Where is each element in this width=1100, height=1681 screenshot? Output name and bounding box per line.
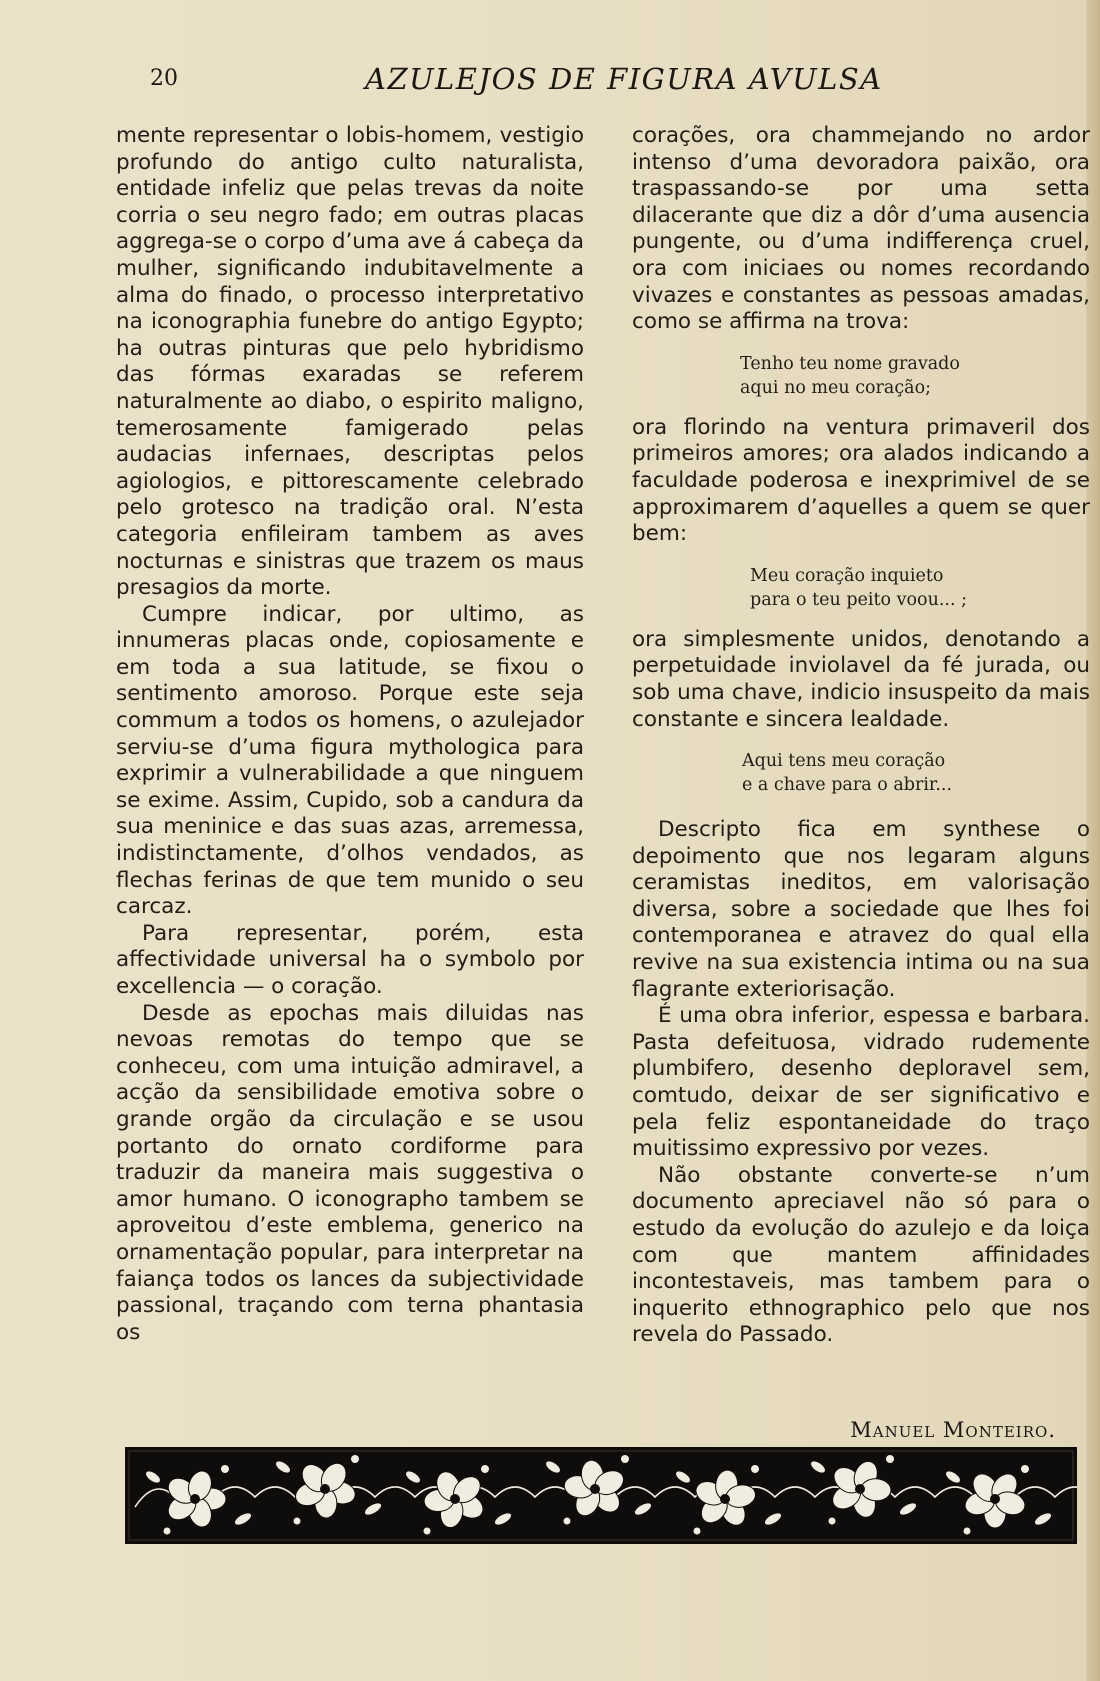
left-column [116, 123, 584, 1346]
bud [481, 1465, 489, 1473]
floral-band-svg [125, 1447, 1077, 1544]
flower-center [320, 1484, 330, 1494]
paragraph: Para representar, porém, esta affectividade universal ha o symbolo por excellencia — o coração. [116, 920, 584, 999]
paragraph: Descripto fica em synthese o depoimento que nos legaram alguns ceramistas ineditos, em valorisação diversa, sobre a sociedade que lhes foi contemporanea e atravez do qual ella revive na sua existencia intima ou na sua flagrante exteriorisação. [632, 817, 1090, 1002]
verse-line: e a chave para o abrir... [742, 775, 953, 796]
verse-line: Meu coração inquieto [750, 565, 944, 586]
author-signature: Manuel Monteiro. [850, 1418, 1056, 1442]
bud [621, 1455, 629, 1463]
flower-center [590, 1484, 600, 1494]
bud [694, 1528, 701, 1535]
verse-line: Tenho teu nome gravado [740, 353, 960, 374]
page-header [150, 62, 890, 102]
verse-line: aqui no meu coração; [740, 377, 932, 398]
bud [1021, 1465, 1029, 1473]
flower-center [190, 1494, 200, 1504]
paragraph: Não obstante converte-se n’um documento apreciavel não só para o estudo da evolução do azulejo e da loiça com que mantem affinidades incontestaveis, mas tambem para o inquerito ethnographico pelo que nos revela do Passado. [632, 1162, 1090, 1348]
paragraph: mente representar o lobis-homem, vestigio profundo do antigo culto naturalista, entidade infeliz que pelas trevas da noite corria o seu negro fado; em outras placas aggrega-se o corpo d’uma ave á cabeça da mulher, significando indubitavelmente a alma do finado, o processo interpretativo na iconographia funebre do antigo Egypto; ha outras pinturas que pelo hybridismo das fórmas exaradas se referem naturalmente ao diabo, o espirito maligno, temerosamente famigerado pelas audacias infernaes, descriptas pelos agiologios, e pittorescamente celebrado pelo grotesco na tradição oral. N’esta categoria enfileiram tambem as aves nocturnas e sinistras que trazem os maus presagios da morte. [116, 123, 584, 601]
bud [164, 1528, 171, 1535]
paragraph: ora florindo na ventura primaveril dos primeiros amores; ora alados indicando a faculdade poderosa e inexprimivel de se approximarem d’aquelles a quem se quer bem: [632, 414, 1090, 547]
bud [424, 1528, 431, 1535]
bud [964, 1528, 971, 1535]
floral-band-icon [125, 1447, 1077, 1544]
bud [886, 1455, 894, 1463]
paragraph: corações, ora chammejando no ardor intenso d’uma devoradora paixão, ora traspassando-se por uma setta dilacerante que diz a dôr d’uma ausencia pungente, ou d’uma indifferença cruel, ora com iniciaes ou nomes recordando vivazes e constantes as pessoas amadas, como se affirma na trova: [632, 123, 1090, 335]
bud [829, 1518, 836, 1525]
bud [564, 1518, 571, 1525]
bud [351, 1455, 359, 1463]
page-number: 20 [150, 66, 178, 91]
paragraph: Desde as epochas mais diluidas nas nevoas remotas do tempo que se conheceu, com uma intuição admiravel, a acção da sensibilidade emotiva sobre o grande orgão da circulação e se usou portanto do ornato cordiforme para traduzir da maneira mais suggestiva o amor humano. O iconographo tambem se aproveitou d’este emblema, generico na ornamentação popular, para interpretar na faiança todos os lances da subjectividade passional, traçando com terna phantasia os [116, 1000, 584, 1345]
verse-line: Aqui tens meu coração [742, 751, 946, 772]
bud [751, 1465, 759, 1473]
paragraph: Cumpre indicar, por ultimo, as innumeras placas onde, copiosamente e em toda a sua latitude, se fixou o sentimento amoroso. Porque este seja commum a todos os homens, o azulejador serviu-se d’uma figura mythologica para exprimir a vulnerabilidade a que ninguem se exime. Assim, Cupido, sob a candura da sua meninice e das suas azas, arremessa, indistinctamente, d’olhos vendados, as flechas ferinas de que tem munido o seu carcaz. [116, 601, 584, 920]
flower-center [450, 1494, 460, 1504]
paragraph: É uma obra inferior, espessa e barbara. Pasta defeituosa, vidrado rudemente plumbifero, desenho deploravel sem, comtudo, deixar de ser significativo e pela feliz espontaneidade do traço muitissimo expressivo por vezes. [632, 1003, 1090, 1162]
running-title: AZULEJOS DE FIGURA AVULSA [365, 62, 883, 96]
flower-center [720, 1494, 730, 1504]
verse-quote [740, 352, 1090, 400]
flower-center [855, 1484, 865, 1494]
bud [294, 1518, 301, 1525]
bud [221, 1465, 229, 1473]
verse-line: para o teu peito voou... ; [750, 589, 967, 610]
verse-quote [750, 564, 1090, 612]
verse-quote [742, 749, 1090, 797]
right-column [632, 123, 1090, 1349]
paragraph: ora simplesmente unidos, denotando a perpetuidade inviolavel da fé jurada, ou sob uma chave, indicio insuspeito da mais constante e sincera lealdade. [632, 626, 1090, 732]
flower-center [990, 1494, 1000, 1504]
